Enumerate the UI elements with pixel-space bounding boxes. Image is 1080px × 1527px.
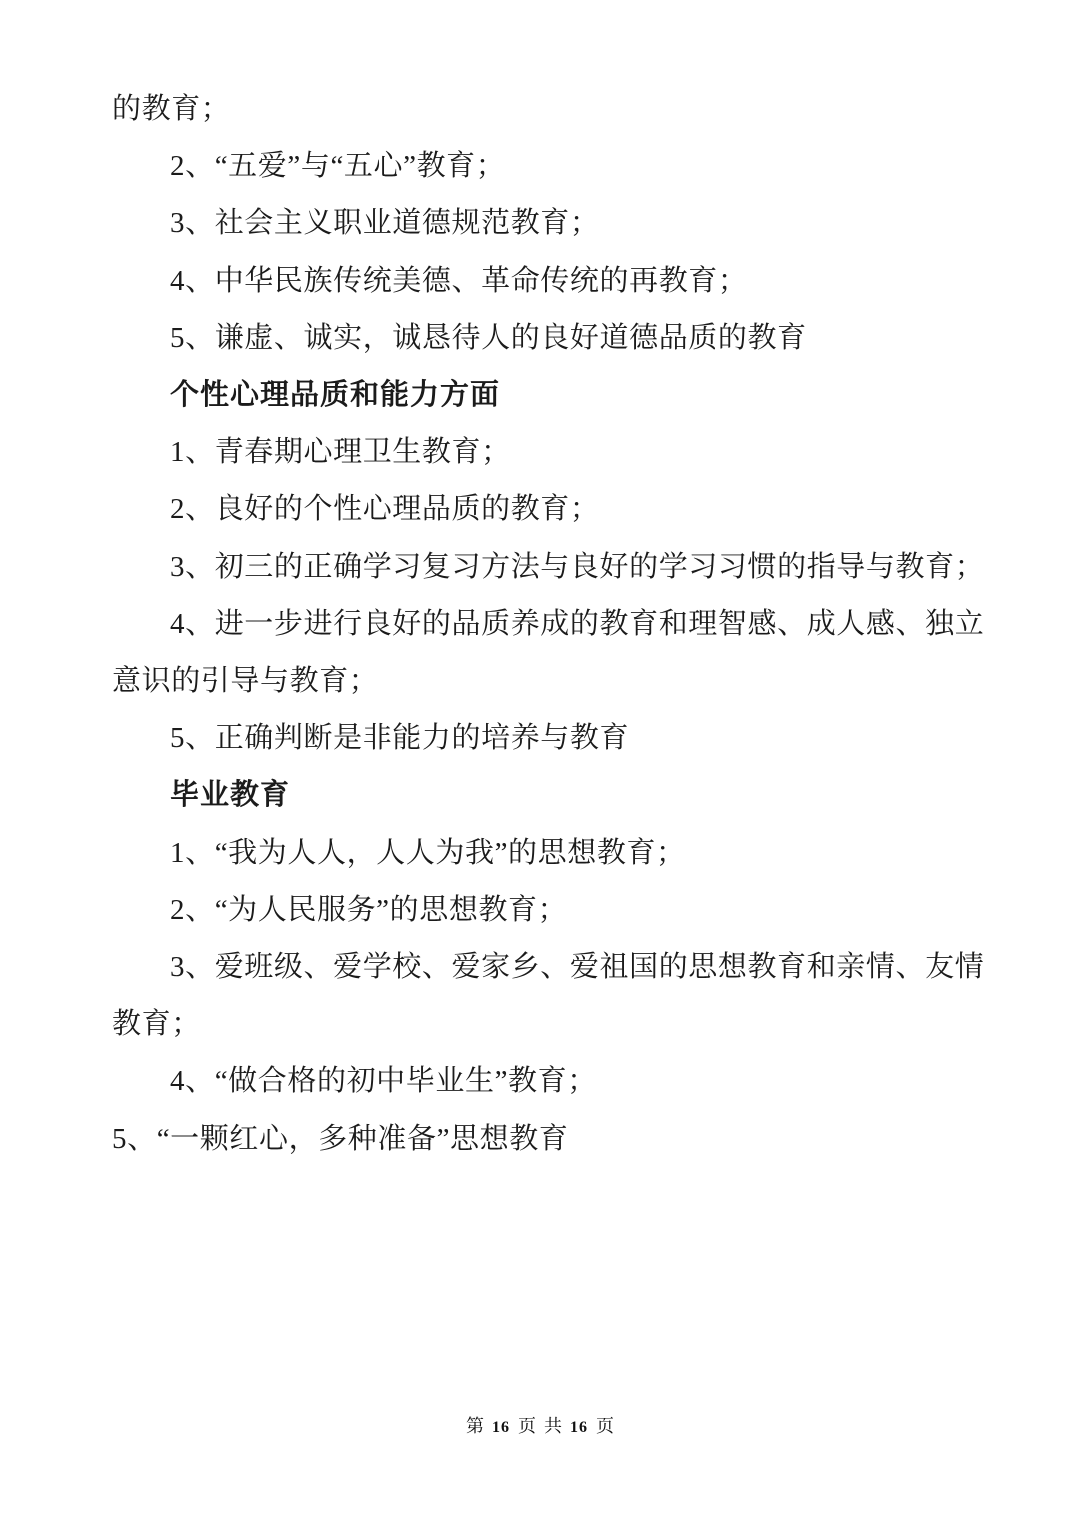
list-item: 5、正确判断是非能力的培养与教育 (170, 722, 630, 755)
list-item: 4、“做合格的初中毕业生”教育； (170, 1065, 597, 1098)
footer-label-ye2: 页 (596, 1416, 614, 1436)
footer-label-gong: 共 (544, 1416, 562, 1436)
list-item: 4、进一步进行良好的品质养成的教育和理智感、成人感、独立 (170, 607, 985, 640)
list-item: 5、谦虚、诚实，诚恳待人的良好道德品质的教育 (170, 321, 807, 354)
list-item: 3、爱班级、爱学校、爱家乡、爱祖国的思想教育和亲情、友情 (170, 951, 985, 984)
page-footer (0, 1412, 1080, 1442)
footer-total-pages: 16 (570, 1419, 588, 1436)
footer-label-di: 第 (466, 1416, 484, 1436)
document-body (112, 81, 985, 1168)
section-heading: 个性心理品质和能力方面 (170, 379, 501, 412)
list-item: 2、良好的个性心理品质的教育； (170, 493, 600, 526)
list-item: 4、中华民族传统美德、革命传统的再教育； (170, 264, 748, 297)
paragraph-line: 意识的引导与教育； (112, 665, 379, 698)
footer-page-number: 16 (492, 1419, 510, 1436)
footer-label-ye: 页 (518, 1416, 536, 1436)
section-heading: 毕业教育 (170, 779, 291, 812)
paragraph-line: 的教育； (112, 93, 231, 125)
list-item: 1、“我为人人，人人为我”的思想教育； (170, 836, 686, 869)
list-item: 3、初三的正确学习复习方法与良好的学习习惯的指导与教育； (170, 550, 985, 583)
paragraph-line: 教育； (112, 1008, 201, 1041)
list-item: 3、社会主义职业道德规范教育； (170, 207, 600, 240)
list-item: 1、青春期心理卫生教育； (170, 436, 511, 469)
list-item: 5、“一颗红心，多种准备”思想教育 (112, 1122, 569, 1155)
list-item: 2、“五爱”与“五心”教育； (170, 150, 506, 183)
list-item: 2、“为人民服务”的思想教育； (170, 893, 568, 926)
